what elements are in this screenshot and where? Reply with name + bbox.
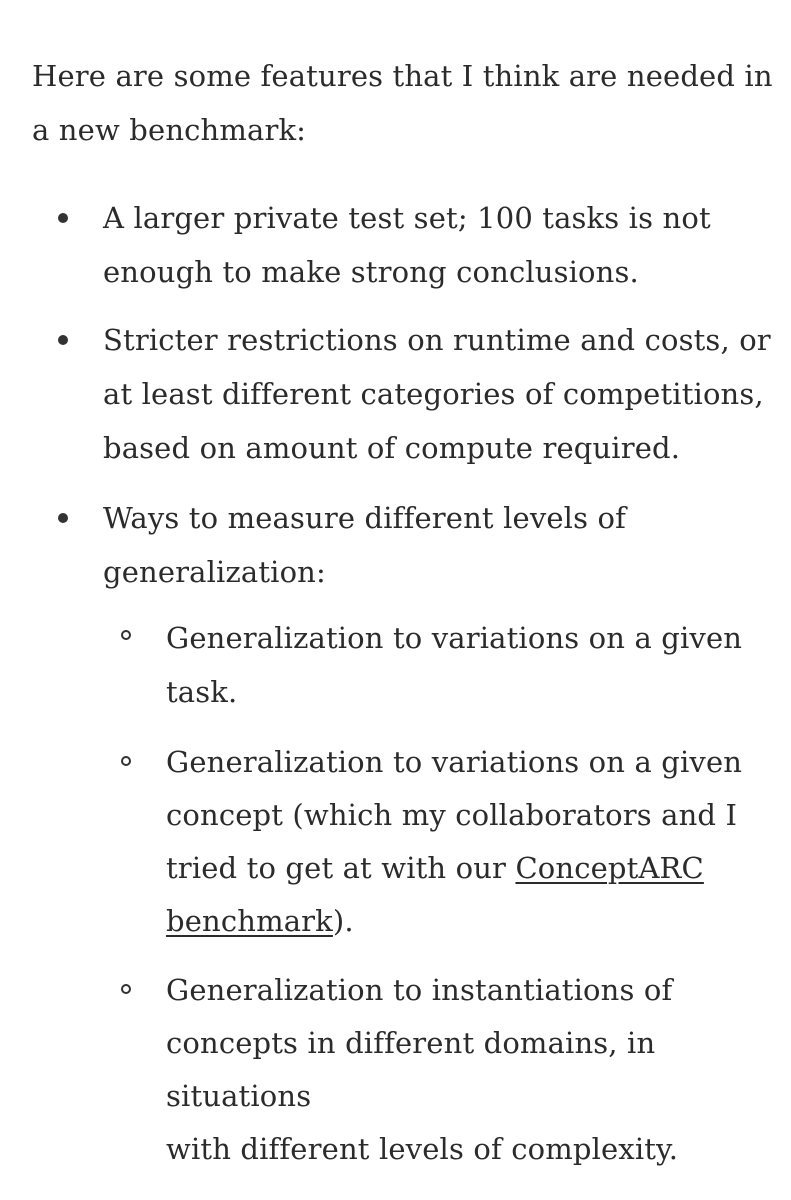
bullet-3-line-2: generalization:: [103, 555, 326, 589]
sub-bullet-2-line-1: Generalization to variations on a given: [166, 745, 743, 779]
bullet-1-line-2: enough to make strong conclusions.: [103, 255, 639, 289]
sub-bullet-1-line-2: task.: [166, 675, 238, 709]
sub-bullet-3-line-4: with different levels of complexity.: [166, 1132, 679, 1166]
sub-bullet-3-line-3: situations: [166, 1079, 312, 1113]
bullet-1-line-1: A larger private test set; 100 tasks is not: [103, 201, 711, 235]
sub-bullet-3-line-1: Generalization to instantiations of: [166, 973, 673, 1007]
bullet-dot-icon: [58, 213, 68, 223]
bullet-2-line-3: based on amount of compute required.: [103, 431, 681, 465]
bullet-dot-icon: [58, 335, 68, 345]
sub-bullet-circle-icon: [121, 984, 131, 994]
intro-line-2: a new benchmark:: [32, 113, 307, 147]
sub-bullet-3-line-2: concepts in different domains, in: [166, 1026, 656, 1060]
intro-line-1: Here are some features that I think are needed in: [32, 59, 773, 93]
sub-bullet-2-line-3-prefix: tried to get at with our: [166, 851, 516, 885]
bullet-2-line-1: Stricter restrictions on runtime and costs, or: [103, 323, 771, 357]
sub-bullet-2-line-2: concept (which my collaborators and I: [166, 798, 738, 832]
bullet-dot-icon: [58, 513, 68, 523]
sub-bullet-2-line-4-suffix: ).: [332, 904, 354, 938]
conceptarc-benchmark-link[interactable]: benchmark: [166, 904, 333, 938]
sub-bullet-2-line-3: [166, 850, 704, 886]
sub-bullet-1-line-1: Generalization to variations on a given: [166, 621, 743, 655]
bullet-2-line-2: at least different categories of competitions,: [103, 377, 764, 411]
sub-bullet-circle-icon: [121, 630, 131, 640]
sub-bullet-circle-icon: [121, 756, 131, 766]
conceptarc-link[interactable]: ConceptARC: [515, 851, 704, 885]
bullet-3-line-1: Ways to measure different levels of: [103, 501, 626, 535]
sub-bullet-2-line-4: [166, 903, 354, 939]
